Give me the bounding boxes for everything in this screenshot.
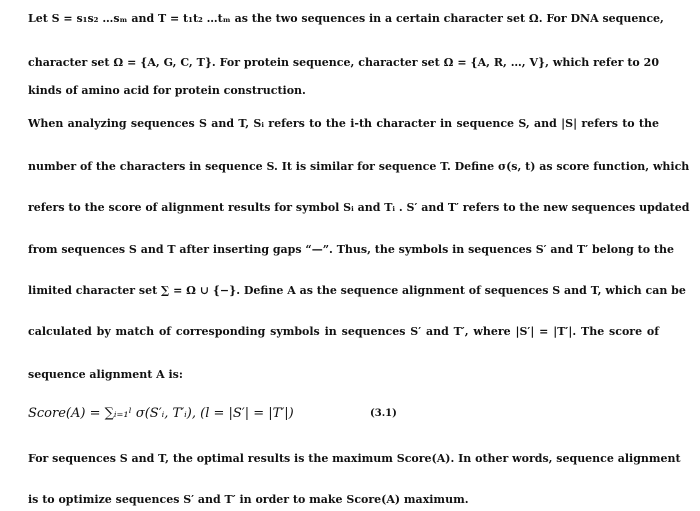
paragraph-line-3: kinds of amino acid for protein construction. xyxy=(28,84,306,97)
paragraph-line-12: is to optimize sequences S′ and T′ in order to make Score(A) maximum. xyxy=(28,493,469,506)
paragraph-line-5: number of the characters in sequence S. It is similar for sequence T. Define σ(s, t) as score function, which xyxy=(28,160,690,173)
paragraph-line-9: calculated by match of corresponding symbols in sequences S′ and T′, where |S′| = |T′|. The score of xyxy=(28,325,659,338)
paragraph-line-11: For sequences S and T, the optimal results is the maximum Score(A). In other words, sequence alignment xyxy=(28,452,681,465)
paragraph-line-2: character set Ω = {A, G, C, T}. For protein sequence, character set Ω = {A, R, …, V}, which refer to 20 xyxy=(28,56,659,69)
paragraph-line-6: refers to the score of alignment results for symbol Sᵢ and Tᵢ . S′ and T′ refers to the new sequences updated xyxy=(28,201,690,214)
paragraph-line-1: Let S = s₁s₂ …sₘ and T = t₁t₂ …tₘ as the two sequences in a certain character set Ω. For DNA sequence, xyxy=(28,12,664,25)
paragraph-line-10: sequence alignment A is: xyxy=(28,368,183,381)
equation-number: (3.1) xyxy=(370,408,397,419)
paragraph-line-4: When analyzing sequences S and T, Sᵢ refers to the i-th character in sequence S, and |S| refers to the xyxy=(28,117,659,130)
paragraph-line-8: limited character set ∑ = Ω ∪ {−}. Define A as the sequence alignment of sequences S and T, which can be xyxy=(28,284,686,297)
paragraph-line-7: from sequences S and T after inserting gaps “—”. Thus, the symbols in sequences S′ and T′ belong to the xyxy=(28,243,674,256)
equation: Score(A) = ∑ᵢ₌₁ˡ σ(S′ᵢ, T′ᵢ), (l = |S′| = |T′|) xyxy=(28,406,294,421)
